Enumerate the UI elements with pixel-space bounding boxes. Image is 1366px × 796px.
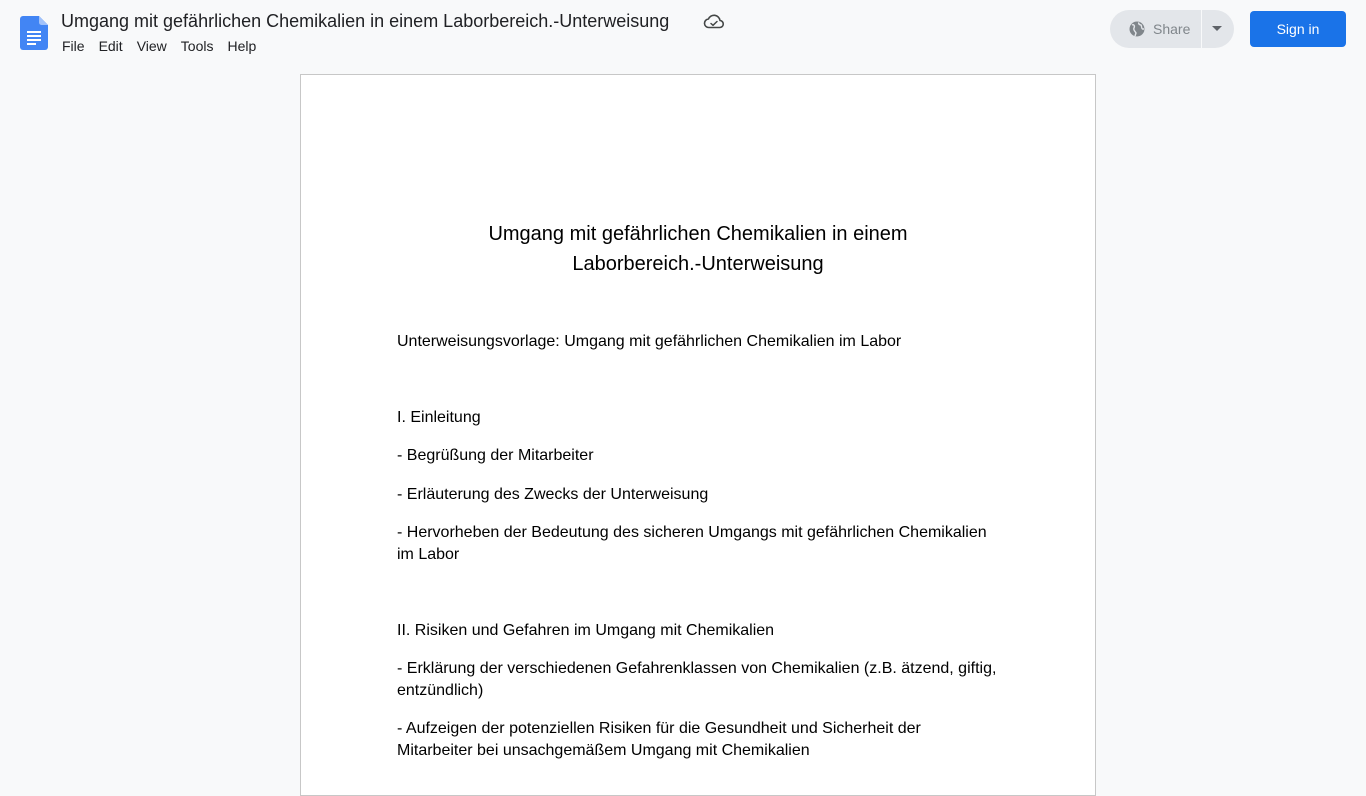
list-item: - Aufzeigen der potenziellen Risiken für die Gesundheit und Sicherheit der Mitarbeiter bei unsachgemäßem Umgang mit Chemikalien [397,720,921,759]
list-item: - Hervorheben der Bedeutung des sicheren Umgangs mit gefährlichen Chemikalien im Labor [397,524,987,563]
document-title[interactable]: Umgang mit gefährlichen Chemikalien in einem Laborbereich.-Unterweisung [61,11,670,31]
section-heading-1: I. Einleitung [397,409,481,426]
share-options-button[interactable] [1202,10,1232,48]
list-item: - Erklärung der verschiedenen Gefahrenklassen von Chemikalien (z.B. ätzend, giftig, entzündlich) [397,660,997,699]
list-item: - Erläuterung des Zwecks der Unterweisung [397,486,709,503]
document-heading [397,219,999,279]
heading-line-1: Umgang mit gefährlichen Chemikalien in einem [488,223,908,245]
heading-line-2: Laborbereich.-Unterweisung [572,253,824,275]
share-group [1110,10,1234,48]
paragraph-intro: Unterweisungsvorlage: Umgang mit gefährlichen Chemikalien im Labor [397,333,902,350]
menu-bar [55,36,263,56]
caret-down-icon [1212,26,1222,32]
cloud-saved-icon[interactable] [703,12,725,32]
top-bar [0,0,1366,64]
section-heading-2: II. Risiken und Gefahren im Umgang mit Chemikalien [397,622,775,639]
menu-help[interactable]: Help [227,38,257,54]
menu-tools[interactable]: Tools [180,38,214,54]
menu-edit[interactable]: Edit [98,38,123,54]
document-page[interactable] [300,74,1096,796]
globe-icon [1128,20,1146,38]
list-item: - Begrüßung der Mitarbeiter [397,447,594,464]
share-label: Share [1153,21,1191,37]
menu-file[interactable]: File [62,38,85,54]
share-button[interactable] [1110,10,1198,48]
menu-view[interactable]: View [136,38,167,54]
google-docs-icon[interactable] [20,16,48,50]
sign-in-button[interactable]: Sign in [1250,11,1346,47]
